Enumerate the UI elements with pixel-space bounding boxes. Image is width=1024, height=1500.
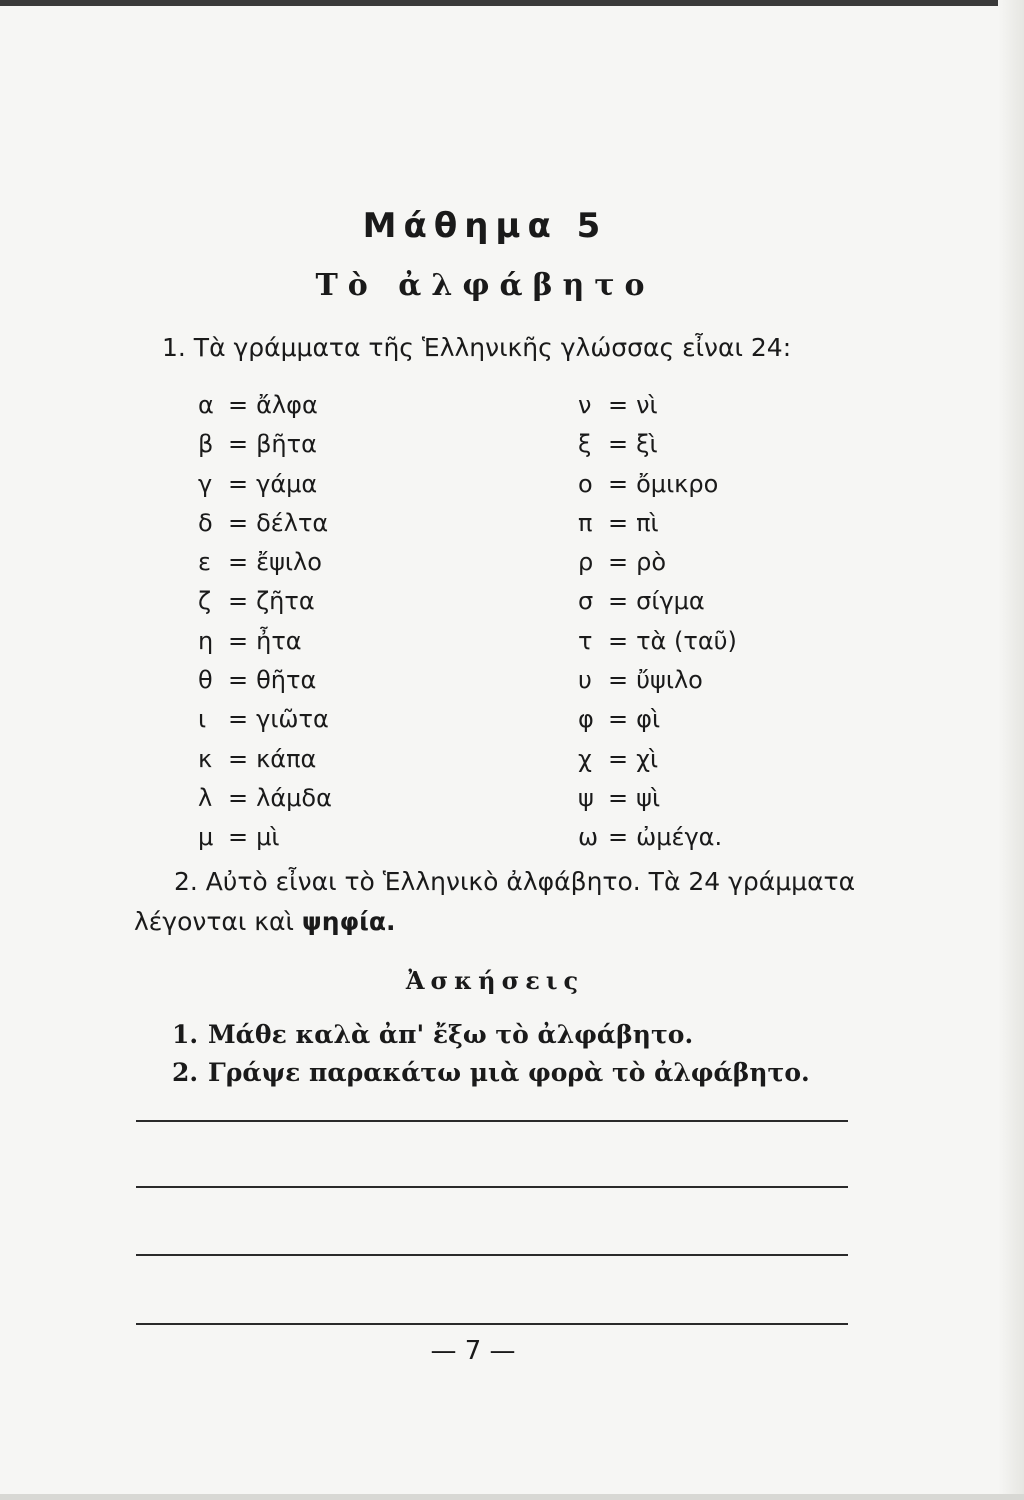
lesson-subtitle: Τὸ ἀλφάβητο: [315, 268, 655, 303]
letter: δ: [198, 508, 213, 537]
letter-name: γάμα: [256, 469, 318, 498]
letter-name: σίγμα: [636, 587, 705, 616]
alphabet-entry: [198, 818, 332, 857]
letter: χ: [578, 744, 592, 773]
equals-sign: =: [228, 626, 249, 655]
letter-name: ζῆτα: [256, 587, 315, 616]
equals-sign: =: [608, 548, 629, 577]
alphabet-entry: [198, 582, 332, 621]
exercise-number: 2.: [172, 1058, 199, 1087]
letter: μ: [198, 823, 214, 852]
equals-sign: =: [228, 587, 249, 616]
alphabet-entry: [578, 622, 737, 661]
letter-name: φὶ: [636, 705, 661, 734]
letter: ω: [578, 823, 599, 852]
equals-sign: =: [608, 391, 629, 419]
letter-name: ἦτα: [256, 626, 302, 655]
alphabet-entry: [198, 386, 332, 425]
letter-name: ἄλφα: [256, 391, 318, 419]
letter: φ: [578, 705, 594, 734]
writing-line: [136, 1120, 848, 1122]
letter-name: πὶ: [636, 508, 659, 537]
summary-bold-word: ψηφία.: [301, 907, 396, 936]
lesson-title: Μάθημα 5: [362, 206, 608, 246]
summary-text: 2. Αὐτὸ εἶναι τὸ Ἑλληνικὸ ἀλφάβητο. Τὰ 24 γράμματα λέγονται καὶ: [134, 867, 856, 936]
alphabet-entry: [198, 700, 332, 739]
equals-sign: =: [228, 666, 249, 695]
letter: ρ: [578, 548, 594, 577]
letter-name: χὶ: [636, 744, 659, 773]
exercise-item: [172, 1054, 810, 1092]
page-shadow: [998, 0, 1024, 1500]
alphabet-entry: [198, 622, 332, 661]
equals-sign: =: [608, 666, 629, 695]
alphabet-entry: [578, 661, 737, 700]
alphabet-entry: [578, 504, 737, 543]
alphabet-entry: [578, 818, 737, 857]
letter-name: βῆτα: [256, 430, 317, 459]
equals-sign: =: [608, 430, 629, 459]
alphabet-entry: [578, 582, 737, 621]
page-edge: [0, 0, 1024, 6]
letter-name: κάπα: [256, 744, 317, 773]
equals-sign: =: [228, 705, 249, 734]
letter: ψ: [578, 783, 594, 812]
letter: γ: [198, 469, 213, 498]
equals-sign: =: [608, 508, 629, 537]
exercises-heading: Ἀσκήσεις: [405, 966, 585, 995]
equals-sign: =: [228, 430, 249, 459]
letter-name: ὔψιλο: [636, 666, 703, 695]
alphabet-entry: [578, 386, 737, 425]
letter-name: ὄμικρο: [636, 469, 719, 498]
exercise-list: [172, 1016, 810, 1092]
summary-paragraph: [134, 862, 874, 942]
letter: ο: [578, 469, 593, 498]
equals-sign: =: [608, 469, 629, 498]
alphabet-column-right: [578, 386, 737, 858]
letter-name: ψὶ: [636, 783, 661, 812]
alphabet-entry: [578, 465, 737, 504]
alphabet-entry: [198, 504, 332, 543]
alphabet-entry: [578, 740, 737, 779]
letter-name: ξὶ: [636, 430, 658, 459]
equals-sign: =: [608, 744, 629, 773]
letter: υ: [578, 666, 592, 695]
letter-name: γιῶτα: [256, 705, 329, 734]
letter-name: μὶ: [256, 823, 280, 852]
letter: σ: [578, 587, 594, 616]
equals-sign: =: [228, 744, 249, 773]
letter: π: [578, 508, 593, 537]
equals-sign: =: [608, 823, 629, 852]
page-number: — 7 —: [430, 1336, 516, 1366]
alphabet-entry: [198, 465, 332, 504]
equals-sign: =: [228, 508, 249, 537]
equals-sign: =: [228, 783, 249, 812]
letter: η: [198, 626, 214, 655]
equals-sign: =: [228, 823, 249, 852]
letter: τ: [578, 626, 593, 655]
writing-line: [136, 1186, 848, 1188]
exercise-text: Γράψε παρακάτω μιὰ φορὰ τὸ ἀλφάβητο.: [208, 1058, 810, 1087]
alphabet-entry: [578, 700, 737, 739]
alphabet-entry: [198, 779, 332, 818]
letter: β: [198, 430, 214, 459]
equals-sign: =: [228, 391, 249, 419]
alphabet-entry: [198, 425, 332, 464]
letter-name: ὠμέγα.: [636, 823, 723, 852]
letter-name: λάμδα: [256, 783, 332, 812]
exercise-item: [172, 1016, 810, 1054]
letter-name: δέλτα: [256, 508, 329, 537]
equals-sign: =: [608, 587, 629, 616]
letter: λ: [198, 783, 213, 812]
writing-line: [136, 1254, 848, 1256]
letter-name: τὰ (ταῦ): [636, 626, 737, 655]
letter-name: νὶ: [636, 391, 658, 419]
letter: ε: [198, 548, 211, 577]
alphabet-column-left: [198, 386, 332, 858]
letter-name: θῆτα: [256, 666, 317, 695]
letter: α: [198, 391, 214, 419]
exercise-number: 1.: [172, 1020, 199, 1049]
alphabet-entry: [198, 661, 332, 700]
equals-sign: =: [608, 705, 629, 734]
letter-name: ρὸ: [636, 548, 667, 577]
equals-sign: =: [228, 469, 249, 498]
equals-sign: =: [608, 626, 629, 655]
alphabet-entry: [198, 543, 332, 582]
alphabet-entry: [578, 425, 737, 464]
letter: θ: [198, 666, 213, 695]
alphabet-entry: [198, 740, 332, 779]
letter: ι: [198, 705, 207, 734]
letter: ζ: [198, 587, 212, 616]
equals-sign: =: [228, 548, 249, 577]
letter: ν: [578, 391, 592, 419]
alphabet-entry: [578, 779, 737, 818]
equals-sign: =: [608, 783, 629, 812]
writing-line: [136, 1323, 848, 1325]
letter-name: ἔψιλο: [256, 548, 322, 577]
letter: κ: [198, 744, 213, 773]
alphabet-entry: [578, 543, 737, 582]
page-edge-bottom: [0, 1494, 1024, 1500]
intro-paragraph: 1. Τὰ γράμματα τῆς Ἑλληνικῆς γλώσσας εἶναι 24:: [162, 333, 792, 362]
exercise-text: Μάθε καλὰ ἀπ' ἔξω τὸ ἀλφάβητο.: [208, 1020, 694, 1049]
letter: ξ: [578, 430, 592, 459]
